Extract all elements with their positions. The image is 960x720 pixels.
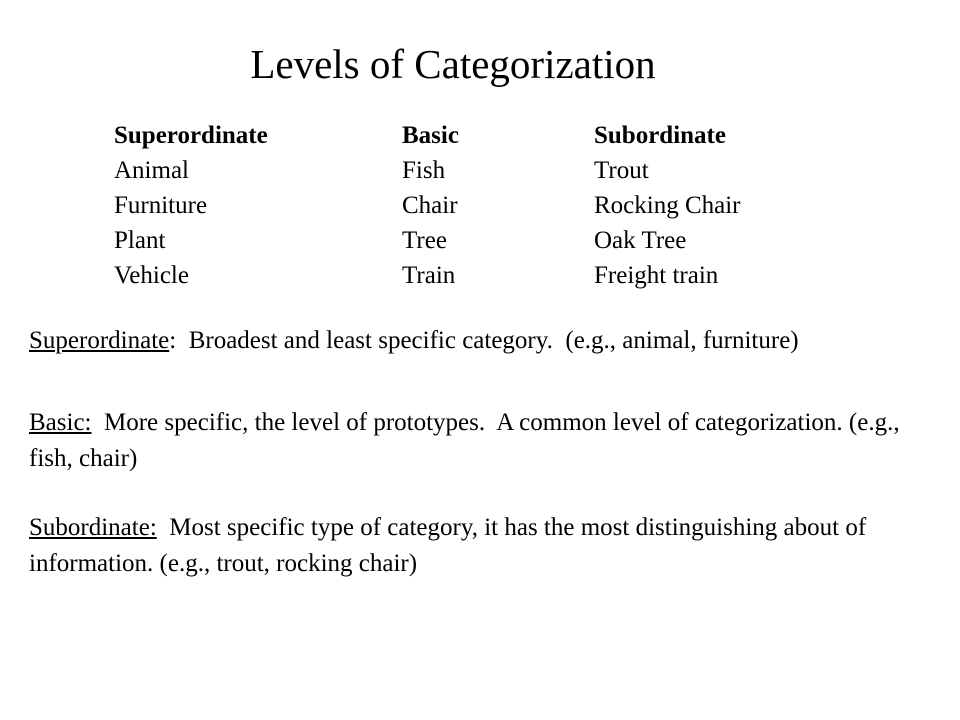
table-cell: Vehicle: [114, 262, 189, 289]
page-title: Levels of Categorization: [250, 41, 656, 87]
table-cell: Tree: [402, 227, 447, 254]
definition-basic: [29, 405, 949, 477]
table-cell: Furniture: [114, 192, 208, 219]
definition-subordinate: [29, 510, 949, 582]
definition-text: Most specific type of category, it has the most distinguishing about of information. (e.g., trout, rocking chair): [29, 514, 873, 577]
definition-separator: :: [169, 327, 177, 354]
table-cell: Animal: [114, 157, 189, 184]
category-table: [114, 118, 814, 293]
table-cell: Freight train: [594, 262, 719, 289]
table-cell: Rocking Chair: [594, 192, 741, 219]
table-row: [114, 223, 814, 258]
table-cell: Plant: [114, 227, 166, 254]
definition-superordinate: [29, 323, 949, 359]
definition-term: Subordinate:: [29, 514, 157, 541]
table-row: [114, 188, 814, 223]
table-cell: Trout: [594, 157, 649, 184]
header-subordinate: Subordinate: [594, 122, 726, 149]
header-superordinate: Superordinate: [114, 122, 268, 149]
table-cell: Oak Tree: [594, 227, 687, 254]
table-row: [114, 258, 814, 293]
definition-term: Basic:: [29, 409, 92, 436]
table-cell: Fish: [402, 157, 446, 184]
table-cell: Train: [402, 262, 456, 289]
header-basic: Basic: [402, 122, 459, 149]
table-header-row: [114, 118, 814, 153]
table-cell: Chair: [402, 192, 458, 219]
definition-text: More specific, the level of prototypes. A common level of categorization. (e.g., fish, chair): [29, 409, 906, 472]
definition-text: Broadest and least specific category. (e.g., animal, furniture): [176, 327, 799, 354]
table-row: [114, 153, 814, 188]
definition-term: Superordinate: [29, 327, 170, 354]
